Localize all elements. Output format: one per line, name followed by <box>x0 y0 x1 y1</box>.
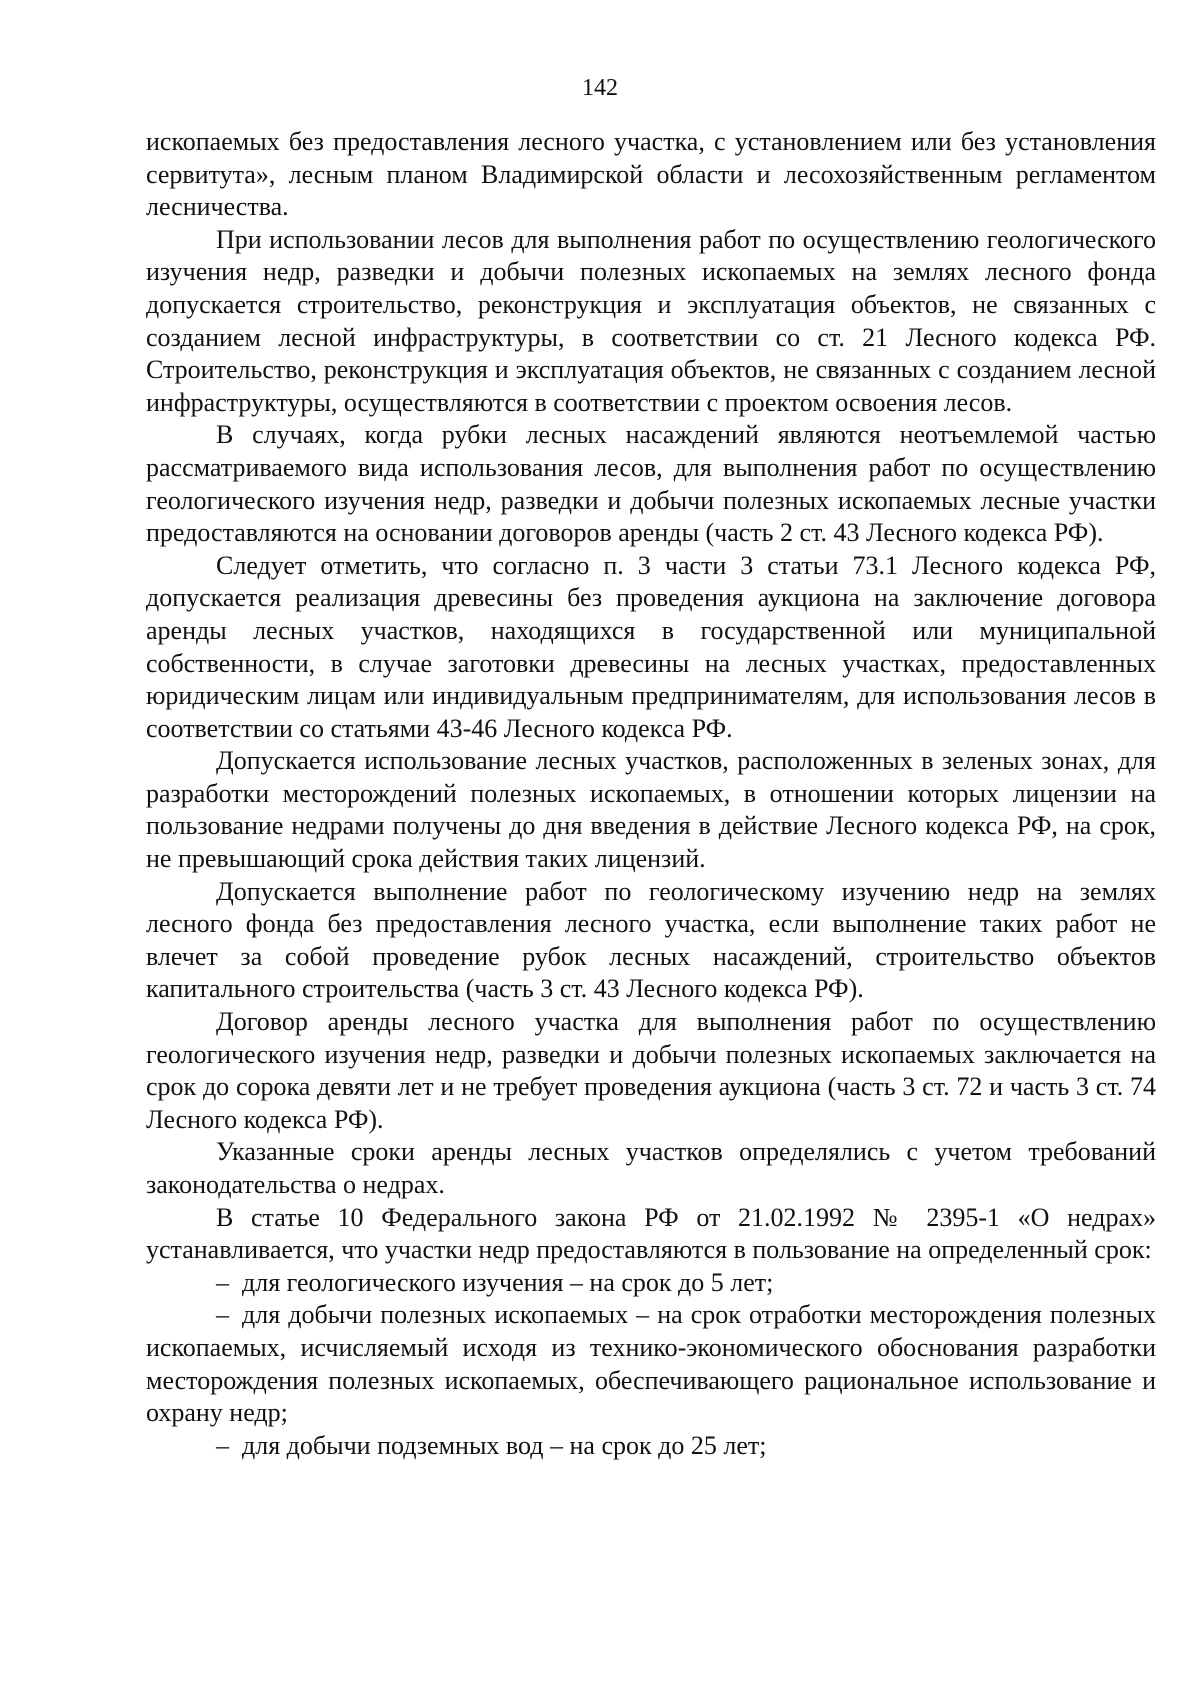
list-item-text: для добычи подземных вод – на срок до 25 лет; <box>242 1430 767 1460</box>
dash-marker: – <box>216 1430 229 1460</box>
page-number: 142 <box>582 75 618 101</box>
list-item <box>146 1299 1156 1429</box>
list-item-text: для геологического изучения – на срок до 5 лет; <box>242 1267 774 1297</box>
list-item <box>146 1430 1156 1463</box>
dash-marker: – <box>216 1300 229 1330</box>
list-item-text: для добычи полезных ископаемых – на срок отработки месторождения полезных ископаемых, исчисляемый исходя из технико-экономического обоснования разработки месторождения полезных ископаемых, обеспечивающего рациональное использование и охрану недр; <box>146 1300 1156 1428</box>
paragraph: Допускается выполнение работ по геологическому изучению недр на землях лесного фонда без предоставления лесного участка, если выполнение таких работ не влечет за собой проведение рубок лесных насаждений, строительство объектов капитального строительства (часть 3 ст. 43 Лесного кодекса РФ). <box>146 876 1156 1004</box>
paragraph: В случаях, когда рубки лесных насаждений являются неотъемлемой частью рассматриваемого вида использования лесов, для выполнения работ по осуществлению геологического изучения недр, разведки и добычи полезных ископаемых лесные участки предоставляются на основании договоров аренды (часть 2 ст. 43 Лесного кодекса РФ). <box>146 420 1156 548</box>
paragraph: При использовании лесов для выполнения работ по осуществлению геологического изучения недр, разведки и добычи полезных ископаемых на землях лесного фонда допускается строительство, реконструкция и эксплуатация объектов, не связанных с созданием лесной инфраструктуры, в соответствии со ст. 21 Лесного кодекса РФ. Строительство, реконструкция и эксплуатация объектов, не связанных с созданием лесной инфраструктуры, осуществляются в соответствии с проектом освоения лесов. <box>146 224 1156 417</box>
list-item <box>146 1267 1156 1300</box>
paragraph: Договор аренды лесного участка для выполнения работ по осуществлению геологического изучения недр, разведки и добычи полезных ископаемых заключается на срок до сорока девяти лет и не требует проведения аукциона (часть 3 ст. 72 и часть 3 ст. 74 Лесного кодекса РФ). <box>146 1007 1156 1134</box>
paragraph-continuation: ископаемых без предоставления лесного участка, с установлением или без установления сервитута», лесным планом Владимирской области и лесохозяйственным регламентом лесничества. <box>146 127 1156 222</box>
dash-marker: – <box>216 1267 229 1297</box>
paragraph: Допускается использование лесных участков, расположенных в зеленых зонах, для разработки месторождений полезных ископаемых, в отношении которых лицензии на пользование недрами получены до дня введения в действие Лесного кодекса РФ, на срок, не превышающий срока действия таких лицензий. <box>146 746 1156 874</box>
paragraph: Следует отметить, что согласно п. 3 части 3 статьи 73.1 Лесного кодекса РФ, допускается реализация древесины без проведения аукциона на заключение договора аренды лесных участков, находящихся в государственной или муниципальной собственности, в случае заготовки древесины на лесных участках, предоставленных юридическим лицам или индивидуальным предпринимателям, для использования лесов в соответствии со статьями 43-46 Лесного кодекса РФ. <box>146 550 1156 743</box>
document-body <box>146 126 1156 1462</box>
paragraph: В статье 10 Федерального закона РФ от 21.02.1992 № 2395-1 «О недрах» устанавливается, что участки недр предоставляются в пользование на определенный срок: <box>146 1202 1156 1265</box>
paragraph: Указанные сроки аренды лесных участков определялись с учетом требований законодательства о недрах. <box>146 1137 1156 1199</box>
